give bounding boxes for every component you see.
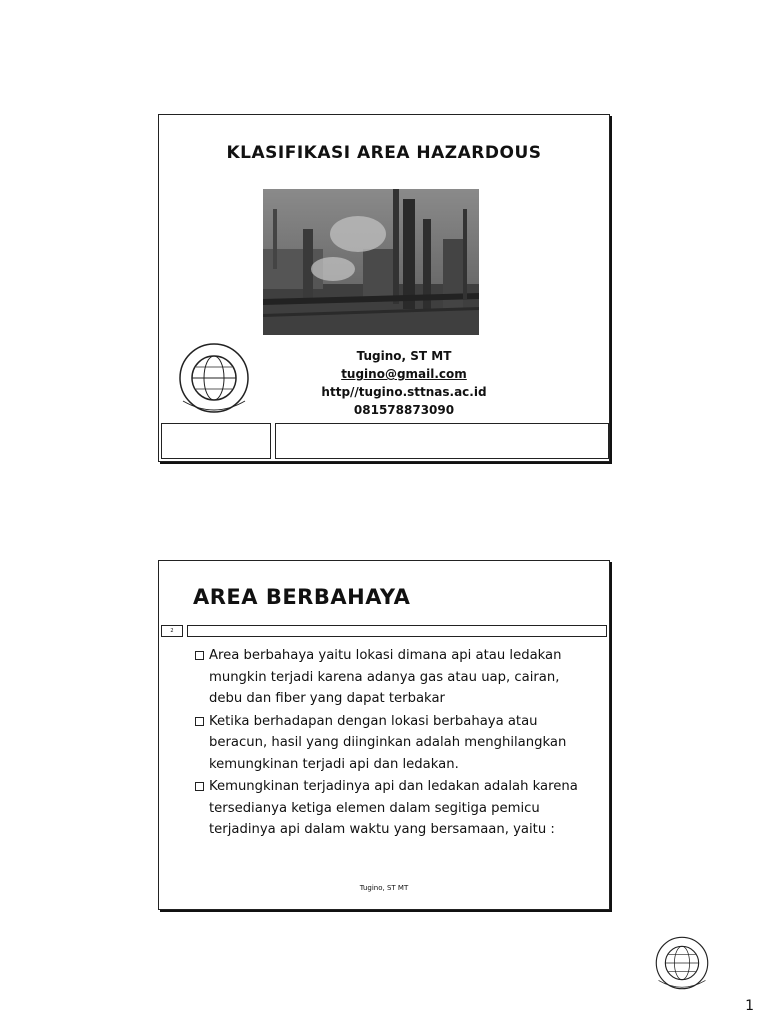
bullet-text: Ketika berhadapan dengan lokasi berbahaya atau beracun, hasil yang diinginkan adalah menghilangkan kemungkinan terjadi api dan ledakan. xyxy=(209,713,567,772)
list-item xyxy=(195,645,585,710)
list-item xyxy=(195,776,585,841)
slide-1-footer-left xyxy=(161,423,271,459)
page-number: 1 xyxy=(745,998,754,1014)
slide-1-footer-right xyxy=(275,423,609,459)
slide-1-title: KLASIFIKASI AREA HAZARDOUS xyxy=(226,143,542,163)
bullet-list xyxy=(195,645,585,842)
square-bullet-icon xyxy=(195,717,204,726)
imac-logo-page xyxy=(654,935,710,991)
list-item xyxy=(195,711,585,776)
slide-2-title: AREA BERBAHAYA xyxy=(193,585,411,609)
slide-2-title-bar xyxy=(187,625,607,637)
bullet-text: Area berbahaya yaitu lokasi dimana api atau ledakan mungkin terjadi karena adanya gas atau uap, cairan, debu dan fiber yang dapat terbakar xyxy=(209,648,562,706)
refinery-photo xyxy=(263,189,479,335)
author-website[interactable]: http//tugino.sttnas.ac.id xyxy=(321,385,487,399)
square-bullet-icon xyxy=(195,782,204,791)
slide-2-footer: Tugino, ST MT xyxy=(359,884,409,892)
imac-logo xyxy=(177,341,251,415)
bullet-text: Kemungkinan terjadinya api dan ledakan adalah karena tersedianya ketiga elemen dalam segitiga pemicu terjadinya api dalam waktu yang bersamaan, yaitu : xyxy=(209,779,578,837)
slide-1 xyxy=(158,114,610,462)
author-block xyxy=(279,347,529,419)
slide-2 xyxy=(158,560,610,910)
square-bullet-icon xyxy=(195,651,204,660)
author-phone: 081578873090 xyxy=(353,403,455,417)
author-name: Tugino, ST MT xyxy=(356,349,452,363)
author-email[interactable]: tugino@gmail.com xyxy=(341,367,467,381)
slide-number: 2 xyxy=(161,625,183,637)
